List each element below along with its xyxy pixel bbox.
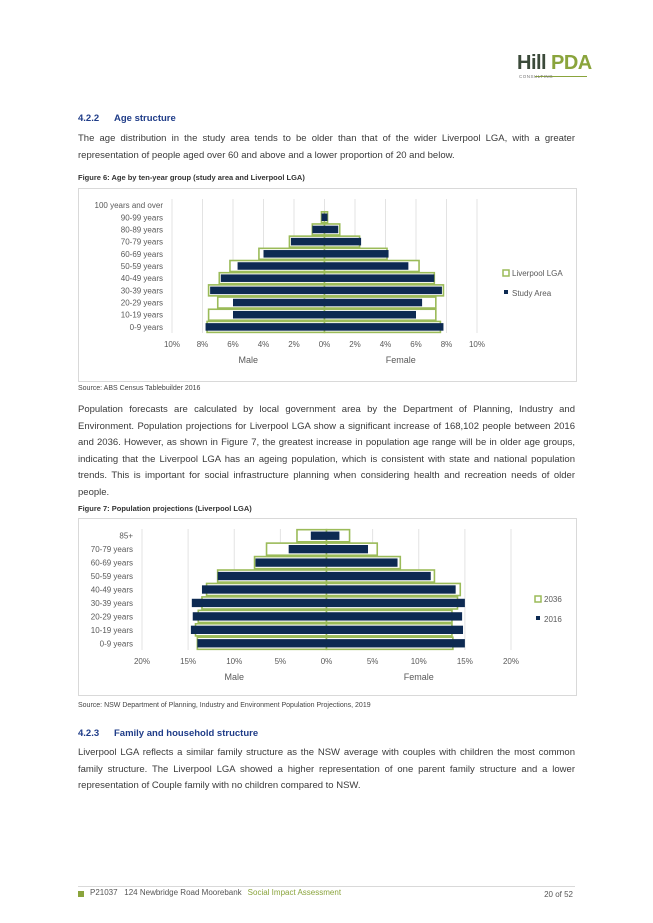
bar-study-area-female [325, 213, 328, 221]
legend-label: Study Area [512, 289, 552, 298]
age-pyramid-chart [78, 188, 577, 382]
bar-study-area-female [325, 238, 362, 246]
bar-2016-female [327, 572, 431, 580]
legend-swatch-fill [536, 616, 540, 620]
bar-2016-male [202, 585, 327, 593]
x-tick-label: 8% [440, 340, 453, 349]
bar-2016-female [327, 639, 465, 647]
bar-study-area-male [312, 226, 324, 234]
bar-study-area-male [206, 323, 325, 331]
section-number: 4.2.2 [78, 113, 100, 124]
bar-study-area-male [233, 299, 325, 307]
bar-study-area-male [264, 250, 325, 258]
legend-label: Liverpool LGA [512, 269, 563, 278]
bar-2016-female [327, 585, 456, 593]
x-tick-label: 6% [410, 340, 422, 349]
bar-study-area-female [325, 274, 435, 282]
category-label: 60-69 years [120, 249, 163, 259]
x-tick-label: 2% [288, 340, 300, 349]
chart-svg [79, 519, 576, 695]
legend-swatch-outline [503, 270, 509, 276]
chart-svg [79, 189, 576, 381]
bar-2016-female [327, 532, 340, 540]
section-number: 4.2.3 [78, 728, 100, 739]
legend-swatch-fill [504, 290, 508, 294]
male-axis-label: Male [238, 355, 259, 365]
category-label: 30-39 years [90, 598, 133, 608]
x-tick-label: 15% [180, 657, 197, 666]
category-label: 100 years and over [94, 201, 163, 211]
bar-2016-female [327, 626, 464, 634]
x-tick-label: 10% [468, 340, 486, 349]
section-heading-age-structure [78, 113, 176, 124]
bar-study-area-female [325, 287, 442, 295]
bar-2016-male [197, 639, 326, 647]
hillpda-logo [517, 52, 607, 86]
category-label: 10-19 years [120, 310, 163, 320]
footer-address: 124 Newbridge Road Moorebank [124, 888, 242, 897]
category-label: 70-79 years [120, 237, 163, 247]
bar-2016-male [218, 572, 327, 580]
bar-2016-male [193, 612, 327, 620]
category-label: 20-29 years [90, 612, 133, 622]
category-label: 20-29 years [120, 298, 163, 308]
bar-study-area-female [325, 262, 409, 270]
category-label: 80-89 years [120, 225, 163, 235]
x-tick-label: 6% [227, 340, 239, 349]
legend-swatch-outline [535, 596, 541, 602]
bar-study-area-female [325, 311, 417, 319]
bar-study-area-male [291, 238, 325, 246]
category-label: 0-9 years [129, 322, 163, 332]
bar-2016-female [327, 545, 369, 553]
footer-project [90, 888, 341, 897]
logo-pda-text: PDA [551, 52, 592, 74]
bar-2016-female [327, 599, 465, 607]
footer-doc-title: Social Impact Assessment [247, 888, 342, 897]
bar-study-area-female [325, 226, 339, 234]
category-label: 90-99 years [120, 213, 163, 223]
category-label: 70-79 years [90, 545, 133, 555]
bar-study-area-male [238, 262, 325, 270]
bar-2016-male [311, 532, 327, 540]
bar-study-area-female [325, 299, 423, 307]
category-label: 10-19 years [90, 625, 133, 635]
female-axis-label: Female [385, 355, 416, 365]
category-label: 40-49 years [90, 585, 133, 595]
x-tick-label: 0% [318, 340, 331, 349]
category-label: 40-49 years [120, 274, 163, 284]
x-tick-label: 2% [349, 340, 361, 349]
bar-2016-male [191, 626, 327, 634]
category-label: 30-39 years [120, 286, 163, 296]
paragraph-age-distribution: The age distribution in the study area tends to be older than that of the wider Liverpool LGA, with a greater representation of people aged over 60 and above and a lower proportion of 20 and below. [78, 133, 575, 161]
category-label: 60-69 years [90, 558, 133, 568]
footer-marker [78, 891, 84, 897]
x-tick-label: 10% [410, 657, 427, 666]
logo-sub-text: CONSULTING [519, 74, 554, 79]
paragraph-family-structure: Liverpool LGA reflects a similar family structure as the NSW average with couples with children the most common family structure. The Liverpool LGA showed a higher representation of one parent family structure and a lower representation of Couple family with no children compared to NSW. [78, 747, 575, 791]
category-label: 50-59 years [120, 262, 163, 271]
page-number: 20 of 52 [544, 890, 573, 899]
male-axis-label: Male [224, 672, 245, 682]
bar-2016-female [327, 612, 463, 620]
paragraph-population-forecasts: Population forecasts are calculated by local government area by the Department of Planning, Industry and Environment. Population projections for Liverpool LGA show a significant increase of 168,102 people between 2016 and 2036. However, as shown in Figure 7, the greatest increase in population age range will be in older age groups, indicating that the Liverpool LGA has an ageing population, which is consistent with state and national population trends. This is important for social infrastructure planning when considering health and recreation needs of older people. [78, 404, 575, 498]
x-tick-label: 5% [274, 657, 287, 666]
female-axis-label: Female [403, 672, 434, 682]
x-tick-label: 20% [502, 657, 520, 666]
category-label: 85+ [119, 531, 133, 541]
bar-2016-male [255, 558, 326, 566]
bar-study-area-male [210, 287, 324, 295]
category-label: 0-9 years [99, 639, 133, 649]
logo-hill-text: Hill [517, 52, 547, 74]
x-tick-label: 0% [320, 657, 333, 666]
x-tick-label: 10% [226, 657, 243, 666]
bar-study-area-female [325, 323, 444, 331]
bar-study-area-male [221, 274, 325, 282]
x-tick-label: 4% [379, 340, 392, 349]
x-tick-label: 10% [163, 340, 181, 349]
figure-6-source: Source: ABS Census Tablebuilder 2016 [78, 385, 201, 392]
x-tick-label: 20% [133, 657, 151, 666]
bar-study-area-male [233, 311, 325, 319]
bar-study-area-female [325, 250, 389, 258]
section-heading-family-structure [78, 728, 258, 739]
figure-6-caption: Figure 6: Age by ten-year group (study area and Liverpool LGA) [78, 173, 305, 182]
figure-7-caption: Figure 7: Population projections (Liverpool LGA) [78, 504, 252, 513]
x-tick-label: 8% [196, 340, 209, 349]
bar-2016-male [192, 599, 327, 607]
x-tick-label: 5% [366, 657, 379, 666]
legend-label: 2036 [544, 595, 562, 604]
figure-7-source: Source: NSW Department of Planning, Industry and Environment Population Projections, 2019 [78, 702, 371, 709]
legend-label: 2016 [544, 615, 562, 624]
x-tick-label: 15% [456, 657, 473, 666]
population-projection-chart [78, 518, 577, 696]
section-title: Family and household structure [114, 728, 259, 739]
x-tick-label: 4% [257, 340, 270, 349]
section-title: Age structure [114, 113, 176, 124]
bar-2016-female [327, 558, 398, 566]
bar-2016-male [289, 545, 327, 553]
category-label: 50-59 years [90, 572, 133, 582]
footer-project-number: P21037 [90, 888, 118, 897]
bar-study-area-male [321, 213, 324, 221]
page-footer [78, 886, 575, 899]
